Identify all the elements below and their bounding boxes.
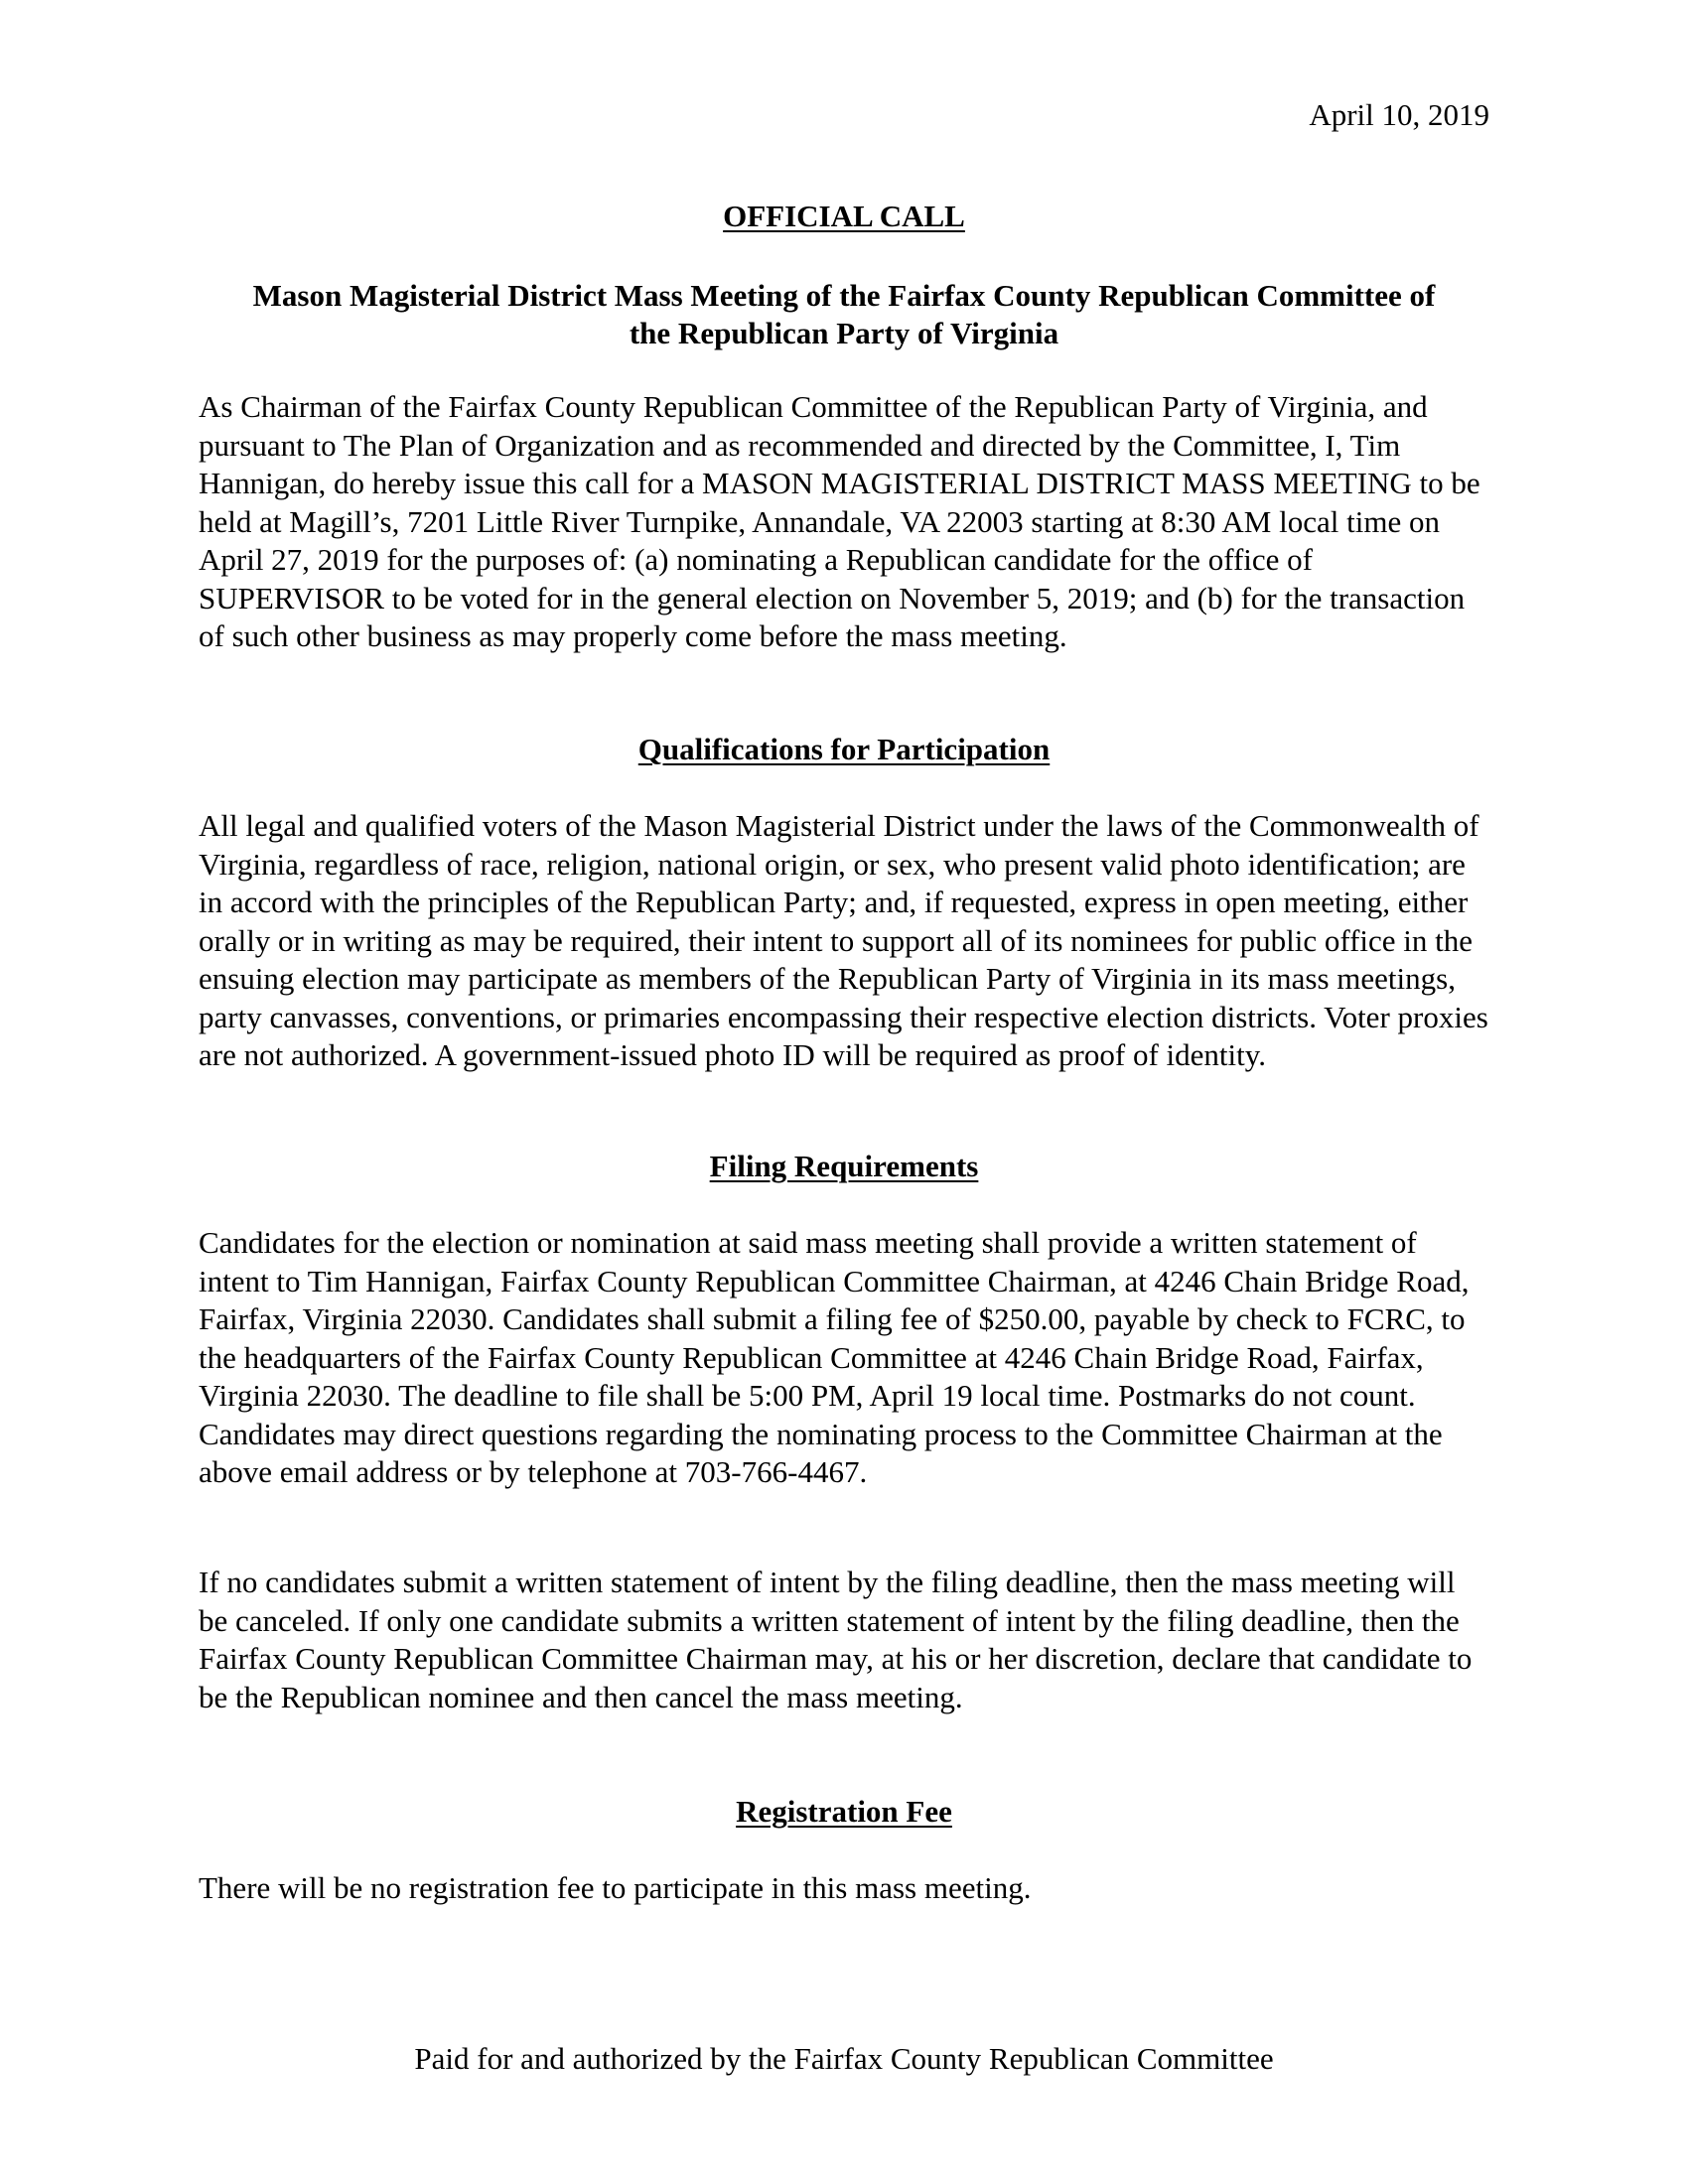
qualifications-paragraph: All legal and qualified voters of the Mason Magisterial District under the laws of the Commonwealth of Virginia, regardless of race, religion, national origin, or sex, who present valid photo identification; are in accord with the principles of the Republican Party; and, if requested, express in open meeting, either orally or in writing as may be required, their intent to support all of its nominees for public office in the ensuing election may participate as members of the Republican Party of Virginia in its mass meetings, party canvasses, conventions, or primaries encompassing their respective election districts. Voter proxies are not authorized. A government-issued photo ID will be required as proof of identity. (199, 808, 1488, 1072)
document-title-text: OFFICIAL CALL (723, 199, 965, 233)
registration-heading-text: Registration Fee (736, 1794, 952, 1829)
registration-paragraph: There will be no registration fee to participate in this mass meeting. (199, 1870, 1032, 1905)
document-date: April 10, 2019 (1309, 97, 1489, 132)
registration-heading (199, 1793, 1489, 1831)
filing-paragraph-1: Candidates for the election or nomination at said mass meeting shall provide a written statement of intent to Tim Hannigan, Fairfax County Republican Committee Chairman, at 4246 Chain Bridge Road, Fairfax, Virginia 22030. Candidates shall submit a filing fee of $250.00, payable by check to FCRC, to the headquarters of the Fairfax County Republican Committee at 4246 Chain Bridge Road, Fairfax, Virginia 22030. The deadline to file shall be 5:00 PM, April 19 local time. Postmarks do not count. Candidates may direct questions regarding the nominating process to the Committee Chairman at the above email address or by telephone at 703-766-4467. (199, 1225, 1470, 1489)
qualifications-heading (199, 731, 1489, 768)
intro-paragraph: As Chairman of the Fairfax County Republican Committee of the Republican Party of Virginia, and pursuant to The Plan of Organization and as recommended and directed by the Committee, I, Tim Hannigan, do hereby issue this call for a MASON MAGISTERIAL DISTRICT MASS MEETING to be held at Magill’s, 7201 Little River Turnpike, Annandale, VA 22003 starting at 8:30 AM local time on April 27, 2019 for the purposes of: (a) nominating a Republican candidate for the office of SUPERVISOR to be voted for in the general election on November 5, 2019; and (b) for the transaction of such other business as may properly come before the mass meeting. (199, 389, 1480, 653)
footer-disclaimer: Paid for and authorized by the Fairfax County Republican Committee (414, 2041, 1274, 2076)
filing-heading (199, 1148, 1489, 1185)
filing-heading-text: Filing Requirements (709, 1149, 979, 1183)
filing-paragraph-2: If no candidates submit a written statement of intent by the filing deadline, then the mass meeting will be canceled. If only one candidate submits a written statement of intent by the filing deadline, then the Fairfax County Republican Committee Chairman may, at his or her discretion, declare that candidate to be the Republican nominee and then cancel the mass meeting. (199, 1565, 1473, 1714)
document-title (199, 198, 1489, 235)
qualifications-heading-text: Qualifications for Participation (637, 732, 1051, 766)
document-subtitle: Mason Magisterial District Mass Meeting of the Fairfax County Republican Committee of the Republican Party of Virginia (252, 278, 1436, 350)
